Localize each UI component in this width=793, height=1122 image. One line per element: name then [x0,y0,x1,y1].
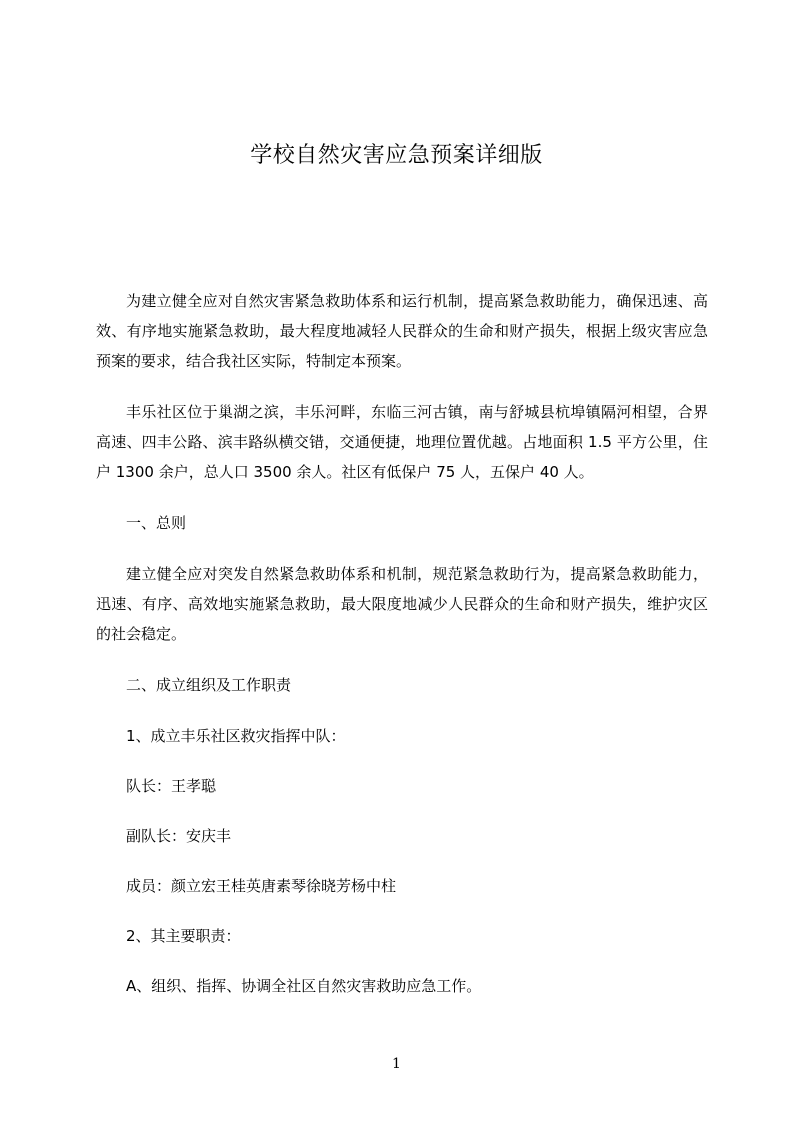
section-heading-organization: 二、成立组织及工作职责 [126,676,292,694]
paragraph-community-overview: 丰乐社区位于巢湖之滨，丰乐河畔，东临三河古镇，南与舒城县杭埠镇隔河相望，合界高速、四丰公路、滨丰路纵横交错，交通便捷，地理位置优越。占地面积 1.5 平方公里，住户 1300 余户，总人口 3500 余人。社区有低保户 75 人，五保户 40 人。 [96,403,708,481]
section-heading-general: 一、总则 [126,514,187,532]
paragraph-general-principles: 建立健全应对突发自然紧急救助体系和机制，规范紧急救助行为，提高紧急救助能力，迅速、有序、高效地实施紧急救助，最大限度地减少人民群众的生命和财产损失，维护灾区的社会稳定。 [96,565,708,643]
list-item-members: 成员：颜立宏王桂英唐素琴徐晓芳杨中柱 [126,877,397,895]
document-body [96,286,708,1021]
paragraph-intro: 为建立健全应对自然灾害紧急救助体系和运行机制，提高紧急救助能力，确保迅速、高效、有序地实施紧急救助，最大程度地减轻人民群众的生命和财产损失，根据上级灾害应急预案的要求，结合我社区实际，特制定本预案。 [96,292,708,370]
list-item-deputy-leader: 副队长：安庆丰 [126,827,232,845]
page-number: 1 [392,1056,401,1072]
document-title: 学校自然灾害应急预案详细版 [250,143,543,168]
list-item-duty-a: A、组织、指挥、协调全社区自然灾害救助应急工作。 [126,977,482,995]
list-item-command-team: 1、成立丰乐社区救灾指挥中队： [126,727,346,745]
list-item-team-leader: 队长：王孝聪 [126,777,217,795]
list-item-main-duties: 2、其主要职责： [126,927,241,945]
